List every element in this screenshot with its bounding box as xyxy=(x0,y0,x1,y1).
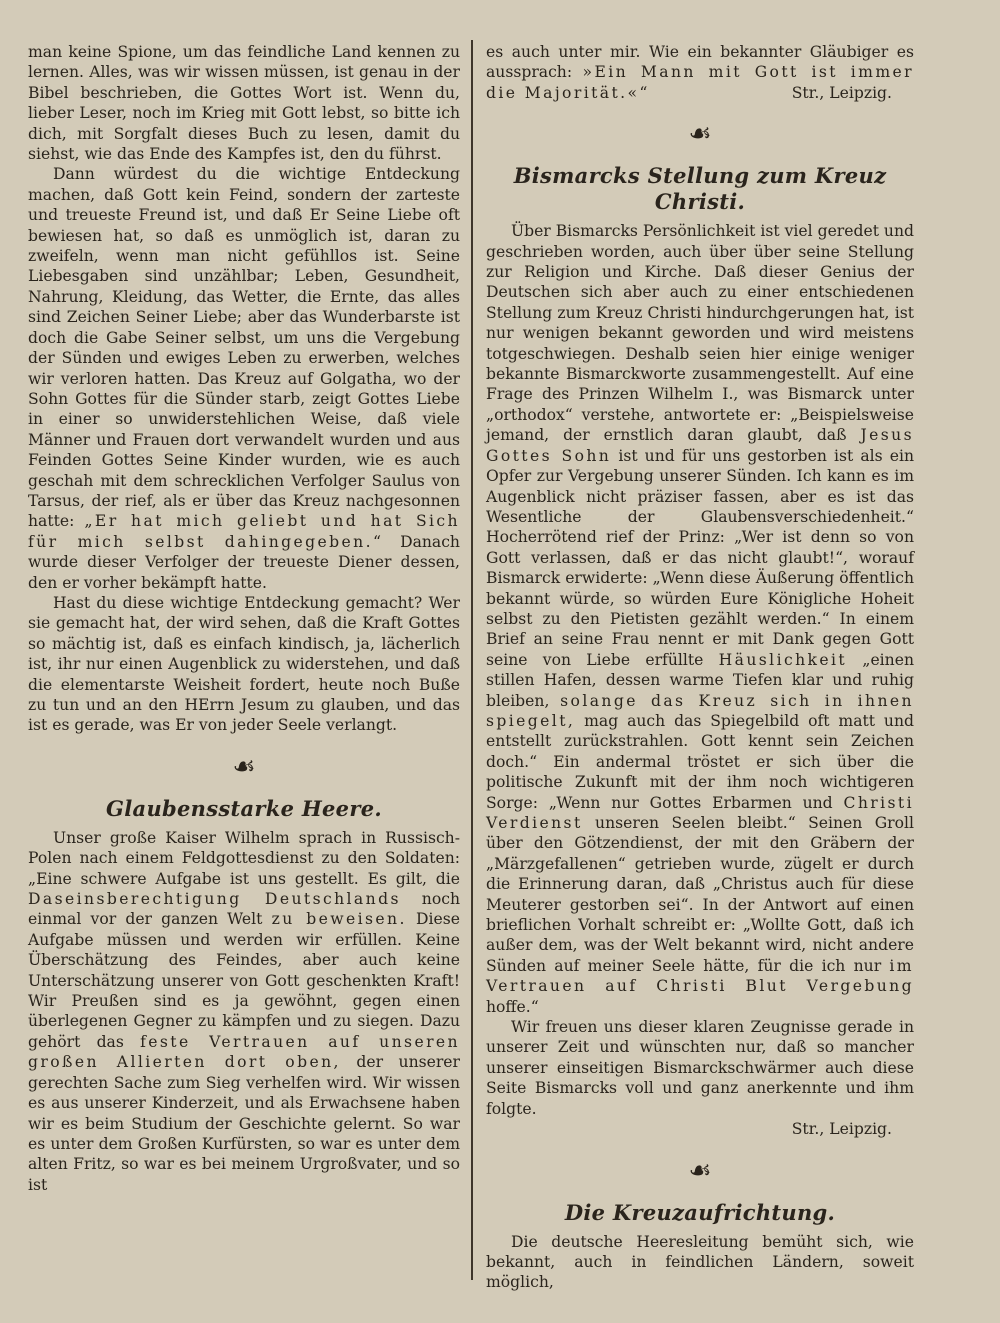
kaiser-text-c: Diese Aufgabe müssen und werden wir erfüllen. Keine Überschätzung des Feindes, aber auch keine Unterschätzung unserer von Gott geschenkten Kraft! Wir Preußen sind es ja gewöhnt, gegen einen überlegenen Gegner zu kämpfen und zu siegen. Dazu gehört das xyxy=(28,910,460,1051)
bismarck-emphasis-2: Häuslichkeit xyxy=(718,650,848,669)
signature-2: Str., Leipzig. xyxy=(791,1120,892,1139)
bismarck-emphasis-1: Jesus Gottes Sohn xyxy=(486,426,914,465)
kaiser-text-b: noch einmal vor der ganzen Welt xyxy=(28,890,460,929)
bismarck-text-e: unseren Seelen bleibt.“ Seinen Groll über den Götzendienst, der mit den Gräbern der „Märzgefallenen“ getrieben wurde, zügelt er durch die Erinnerung daran, daß „Christus auch für diese Meuterer gestorben sei“. In der Antwort auf einen brieflichen Vorhalt schreibt er: „Wollte Gott, daß ich außer dem, was der Welt bekannt wird, nicht andere Sünden auf meiner Seele hätte, für die ich nur xyxy=(486,814,914,975)
power-paragraph: Hast du diese wichtige Entdeckung gemacht? Wer sie gemacht hat, der wird sehen, daß die Kraft Gottes so mächtig ist, daß es einfach kindisch, ja, lächerlich ist, ihr nur einen Augenblick zu widerstehen, und daß die elementarste Weisheit fordert, heute noch Buße zu tun und an den HErrn Jesum zu glauben, und das ist es gerade, was Er von jeder Seele verlangt. xyxy=(28,593,460,735)
continuation-text: es auch unter mir. Wie ein bekannter Gläubiger es aussprach: xyxy=(486,43,914,82)
kreuzaufrichtung-paragraph: Die deutsche Heeresleitung bemüht sich, wie bekannt, auch in feindlichen Ländern, soweit möglich, xyxy=(486,1232,914,1292)
discovery-text-end: Danach wurde dieser Verfolger der treueste Diener dessen, den er vorher bekämpft hatte. xyxy=(28,532,460,592)
bismarck-emphasis-4: Christi Verdienst xyxy=(486,793,914,833)
kaiser-text-d: der unserer gerechten Sache zum Sieg verhelfen wird. Wir wissen es aus unserer Kinderzeit, und als Erwachsene haben wir es beim Studium der Geschichte gelernt. So war es unter dem Großen Kurfürsten, so war es unter dem alten Fritz, so war es bei meinem Urgroßvater, und so ist xyxy=(28,1053,460,1194)
signature-1: Str., Leipzig. xyxy=(791,83,892,102)
bismarck-emphasis-3: solange das Kreuz sich in ihnen spiegelt, xyxy=(486,691,914,730)
ornament-icon: ☙ xyxy=(688,1155,712,1186)
bismarck-text-b: ist und für uns gestorben ist als ein Opfer zur Vergebung unserer Sünden. Ich kann es im Augenblick nicht präziser fassen, aber es ist das Wesentliche der Glaubensverschiedenheit.“ Hocherrötend rief der Prinz: „Wer ist denn so von Gott verlassen, daß er das nicht glaubt!“, worauf Bismarck erwiderte: „Wenn diese Äußerung öffentlich bekannt würde, so würden Eure Königliche Hoheit selbst zu den Pietisten gezählt werden.“ In einem Brief an seine Frau nennt er mit Dank gegen Gott seine von Liebe erfüllte xyxy=(486,446,914,669)
ornament-icon: ☙ xyxy=(688,119,712,150)
bismarck-text-a: Über Bismarcks Persönlichkeit ist viel geredet und geschrieben worden, auch über über seine Stellung zur Religion und Kirche. Daß dieser Genius der Deutschen sich aber auch zu einer entschiedenen Stellung zum Kreuz Christi hindurchgerungen hat, ist nur wenigen bekannt geworden und wird meistens totgeschwiegen. Deshalb seien hier einige weniger bekannte Bismarckworte zusammengestellt. Auf eine Frage des Prinzen Wilhelm I., was Bismarck unter „orthodox“ verstehe, antwortete er: „Beispielsweise jemand, der ernstlich daran glaubt, daß xyxy=(486,222,914,445)
intro-paragraph: man keine Spione, um das feindliche Land kennen zu lernen. Alles, was wir wissen müssen, ist genau in der Bibel beschrieben, die Gottes Wort ist. Wenn du, lieber Leser, noch im Krieg mit Gott lebst, so bitte ich dich, mit Sorgfalt dieses Buch zu lesen, damit du siehst, wie das Ende des Kampfes ist, den du führst. xyxy=(28,43,460,164)
discovery-paragraph xyxy=(28,164,460,593)
article-heading-kreuzaufrichtung: Die Kreuzaufrichtung. xyxy=(564,1199,836,1225)
majority-quote: »Ein Mann mit Gott ist immer die Majorität.« xyxy=(486,63,914,102)
paul-quote: „Er hat mich geliebt und hat Sich für mich selbst dahingegeben.“ xyxy=(28,512,460,551)
bismarck-emphasis-5: im Vertrauen auf Christi Blut Vergebung xyxy=(486,956,914,996)
closing-paragraph: Wir freuen uns dieser klaren Zeugnisse gerade in unserer Zeit und wünschten nur, daß so mancher unserer einseitigen Bismarckschwärmer auch diese Seite Bismarcks voll und ganz anerkennte und ihm folgte. xyxy=(486,1018,914,1118)
article-heading-glaubensstarke: Glaubensstarke Heere. xyxy=(106,795,382,821)
discovery-text: Dann würdest du die wichtige Entdeckung machen, daß Gott kein Feind, sondern der zarteste und treueste Freund ist, und daß Er Seine Liebe oft bewiesen hat, so daß es unmöglich ist, daran zu zweifeln, wenn man nicht gefühllos ist. Seine Liebesgaben sind unzählbar; Leben, Gesundheit, Nahrung, Kleidung, das Wetter, die Ernte, das alles sind Zeichen Seiner Liebe; aber das Wunderbarste ist doch die Gabe Seiner selbst, um uns die Vergebung der Sünden und ewiges Leben zu erwerben, welches wir verloren hatten. Das Kreuz auf Golgatha, wo der Sohn Gottes für die Sünder starb, zeigt Gottes Liebe in einer so unwiderstehlichen Weise, daß viele Männer und Frauen dort verwandelt wurden und aus Feinden Gottes Seine Kinder wurden, wie es auch geschah mit dem schrecklichen Verfolger Saulus von Tarsus, der rief, als er über das Kreuz nachgesonnen hatte: xyxy=(28,165,460,531)
bismarck-text-c: „einen stillen Hafen, dessen warme Tiefen klar und ruhig bleiben, xyxy=(486,650,914,710)
bismarck-paragraph xyxy=(486,221,914,1017)
bismarck-text-f: hoffe.“ xyxy=(486,997,539,1016)
bismarck-text-d: mag auch das Spiegelbild oft matt und entstellt zurückstrahlen. Gott kennt sein Zeichen doch.“ Ein andermal tröstet er sich über die politische Zukunft mit der ihm noch wichtigeren Sorge: „Wenn nur Gottes Erbarmen und xyxy=(486,711,914,812)
right-column xyxy=(486,42,914,1293)
kaiser-text-a: Unser große Kaiser Wilhelm sprach in Russisch-Polen nach einem Feldgottesdienst zu den Soldaten: „Eine schwere Aufgabe ist uns gestellt. Es gilt, die xyxy=(28,828,460,888)
kaiser-emphasis-1: Daseinsberechtigung Deutschlands xyxy=(28,890,401,909)
kaiser-emphasis-3: feste Vertrauen auf unseren großen Allierten dort oben, xyxy=(28,1032,460,1072)
article-heading-bismarck: Bismarcks Stellung zum Kreuz Christi. xyxy=(513,163,887,215)
kaiser-paragraph xyxy=(28,828,460,1195)
left-column xyxy=(28,42,460,1195)
column-divider xyxy=(471,40,473,1280)
ornament-icon: ☙ xyxy=(232,751,256,782)
continuation-close: “ xyxy=(639,83,648,102)
kaiser-emphasis-2: zu beweisen. xyxy=(271,910,407,929)
